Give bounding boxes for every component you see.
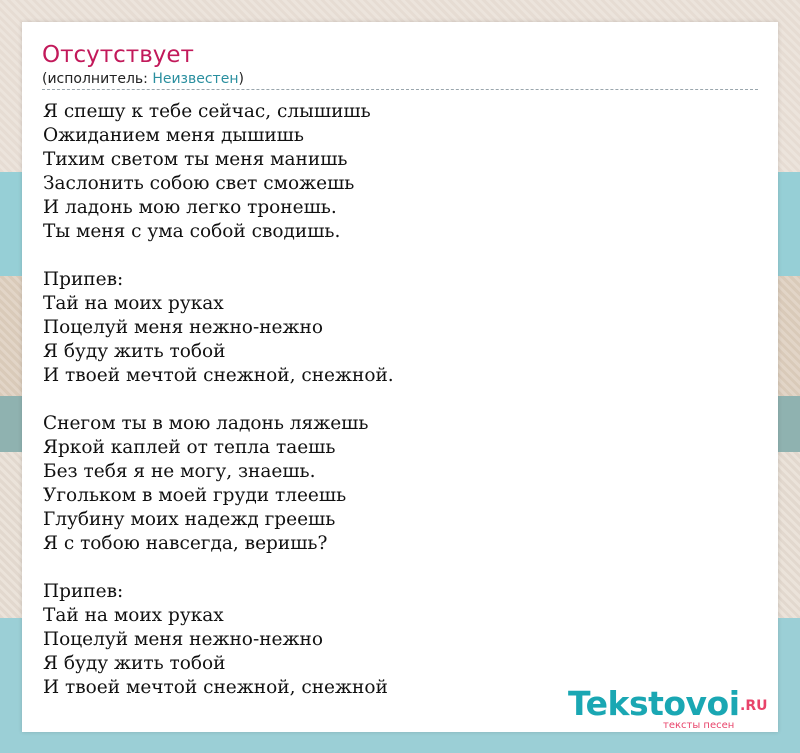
artist-line [42,71,244,87]
lyric-line: Припев: [43,581,124,602]
artist-prefix: (исполнитель: [42,71,153,87]
artist-link[interactable]: Неизвестен [152,71,239,87]
lyric-line: Тихим светом ты меня манишь [43,149,348,170]
lyric-line: Поцелуй меня нежно-нежно [43,629,323,650]
lyric-line: Я спешу к тебе сейчас, слышишь [43,101,371,122]
lyric-line: Ожиданием меня дышишь [43,125,304,146]
lyric-line: Глубину моих надежд греешь [43,509,336,530]
divider [42,89,758,90]
lyric-line: Я с тобою навсегда, веришь? [43,533,328,554]
lyric-line: Поцелуй меня нежно-нежно [43,317,323,338]
stanza-break [43,244,394,268]
lyric-line: Я буду жить тобой [43,341,226,362]
lyrics-text [43,100,394,700]
stanza-break [43,388,394,412]
lyric-line: Угольком в моей груди тлеешь [43,485,347,506]
lyric-line: Ты меня с ума собой сводишь. [43,221,341,242]
artist-suffix: ) [238,71,244,87]
lyric-line: Яркой каплей от тепла таешь [43,437,336,458]
site-logo[interactable] [568,684,778,732]
lyric-line: Без тебя я не могу, знаешь. [43,461,316,482]
lyric-line: Снегом ты в мою ладонь ляжешь [43,413,369,434]
lyrics-card [22,22,778,732]
lyric-line: Заслонить собою свет сможешь [43,173,355,194]
stanza-break [43,556,394,580]
logo-tld: .RU [740,698,768,714]
lyric-line: И твоей мечтой снежной, снежной. [43,365,394,386]
logo-tagline: тексты песен [663,720,735,731]
song-title: Отсутствует [42,42,194,68]
logo-name: Tekstovoi [568,684,740,723]
lyric-line: Тай на моих руках [43,605,224,626]
lyric-line: Тай на моих руках [43,293,224,314]
lyric-line: И твоей мечтой снежной, снежной [43,677,388,698]
lyric-line: Я буду жить тобой [43,653,226,674]
lyric-line: Припев: [43,269,124,290]
lyric-line: И ладонь мою легко тронешь. [43,197,337,218]
